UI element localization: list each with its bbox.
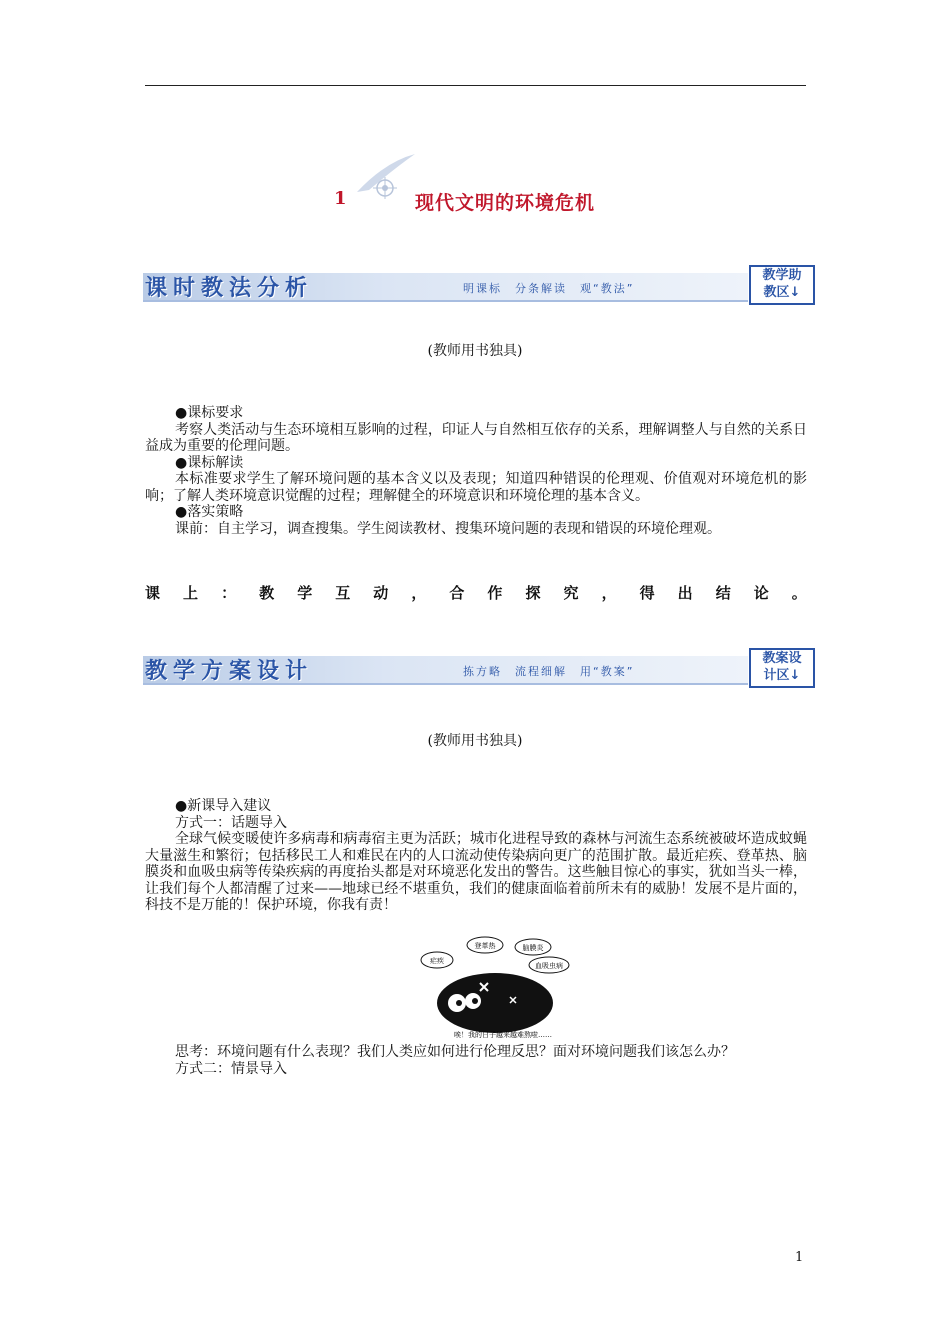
section1-body bbox=[145, 405, 807, 537]
method-two: 方式二：情景导入 bbox=[175, 1060, 287, 1077]
spread-char: ， bbox=[411, 584, 427, 602]
spread-char: ： bbox=[221, 584, 237, 602]
header-rule bbox=[145, 85, 806, 86]
section2-body bbox=[145, 798, 807, 914]
section2-body-continued bbox=[145, 1044, 807, 1077]
section-banner-design bbox=[143, 648, 815, 688]
bubble-schistosomiasis: 血吸虫病 bbox=[535, 962, 563, 970]
banner-badge bbox=[749, 265, 815, 305]
badge-line-2: 计区↓ bbox=[763, 668, 801, 683]
page-number: 1 bbox=[795, 1250, 804, 1265]
banner-subtitle: 拣方略 流程细解 用“教案” bbox=[463, 665, 635, 678]
spread-char: 究 bbox=[563, 584, 579, 602]
badge-line-1: 教学助 bbox=[762, 268, 802, 283]
spread-char: 作 bbox=[487, 584, 503, 602]
paragraph-topic: 全球气候变暖使许多病毒和病毒宿主更为活跃；城市化进程导致的森林与河流生态系统被破坏造成蚊蝇大量滋生和繁衍；包括移民工人和难民在内的人口流动使传染病向更广的范围扩散。最近疟疾、登革热、脑膜炎和血吸虫病等传染疾病的再度抬头都是对环境恶化发出的警告。这些触目惊心的事实，犹如当头一棒，让我们每个人都清醒了过来——地球已经不堪重负，我们的健康面临着前所未有的威胁！发展不是片面的，科技不是万能的！保护环境，你我有责！ bbox=[145, 831, 807, 913]
paragraph-strategy: 课前：自主学习，调查搜集。学生阅读教材、搜集环境问题的表现和错误的环境伦理观。 bbox=[175, 520, 721, 537]
banner-subtitle: 明课标 分条解读 观“教法” bbox=[463, 282, 635, 295]
badge-line-1: 教案设 bbox=[762, 651, 802, 666]
spread-char: 。 bbox=[791, 584, 807, 602]
bubble-dengue: 登革热 bbox=[474, 942, 496, 950]
disease-cartoon-illustration bbox=[415, 935, 580, 1040]
spread-char: 互 bbox=[335, 584, 351, 602]
spread-char: 学 bbox=[297, 584, 313, 602]
heading-standard: ●课标要求 bbox=[175, 405, 244, 421]
bubble-malaria: 疟疾 bbox=[430, 957, 444, 965]
page-title: 现代文明的环境危机 bbox=[415, 192, 596, 214]
badge-line-2: 教区↓ bbox=[763, 285, 801, 300]
chapter-number: 1 bbox=[334, 188, 347, 209]
spread-char: 出 bbox=[677, 584, 693, 602]
in-class-line bbox=[145, 582, 807, 603]
section-banner-analysis bbox=[143, 265, 815, 305]
title-decoration-icon bbox=[355, 150, 420, 200]
spread-char: 课 bbox=[145, 584, 161, 602]
spread-char: 结 bbox=[715, 584, 731, 602]
teacher-note: (教师用书独具) bbox=[427, 733, 523, 749]
spread-char: 探 bbox=[525, 584, 541, 602]
method-one: 方式一：话题导入 bbox=[175, 814, 287, 831]
bubble-meningitis: 脑膜炎 bbox=[522, 944, 544, 952]
spread-char: 教 bbox=[259, 584, 275, 602]
spread-char: 论 bbox=[753, 584, 769, 602]
spread-char: 得 bbox=[639, 584, 655, 602]
spread-char: 上 bbox=[183, 584, 199, 602]
illustration-caption: 唉！我的日子越来越难熬啦…… bbox=[454, 1031, 552, 1039]
spread-char: 动 bbox=[373, 584, 389, 602]
paragraph-standard: 考察人类活动与生态环境相互影响的过程，印证人与自然相互依存的关系，理解调整人与自然的关系日益成为重要的伦理问题。 bbox=[145, 421, 807, 454]
banner-badge bbox=[749, 648, 815, 688]
spread-char: ， bbox=[601, 584, 617, 602]
heading-intro: ●新课导入建议 bbox=[175, 798, 272, 814]
banner-title: 教学方案设计 bbox=[145, 659, 314, 684]
heading-strategy: ●落实策略 bbox=[175, 504, 244, 520]
spread-char: 合 bbox=[449, 584, 465, 602]
paragraph-interpretation: 本标准要求学生了解环境问题的基本含义以及表现；知道四种错误的伦理观、价值观对环境危机的影响；了解人类环境意识觉醒的过程；理解健全的环境意识和环境伦理的基本含义。 bbox=[145, 471, 807, 504]
banner-title: 课时教法分析 bbox=[145, 276, 314, 301]
paragraph-think: 思考：环境问题有什么表现？我们人类应如何进行伦理反思？面对环境问题我们该怎么办？ bbox=[175, 1044, 735, 1060]
heading-interpretation: ●课标解读 bbox=[175, 454, 244, 471]
teacher-note: (教师用书独具) bbox=[427, 343, 523, 359]
